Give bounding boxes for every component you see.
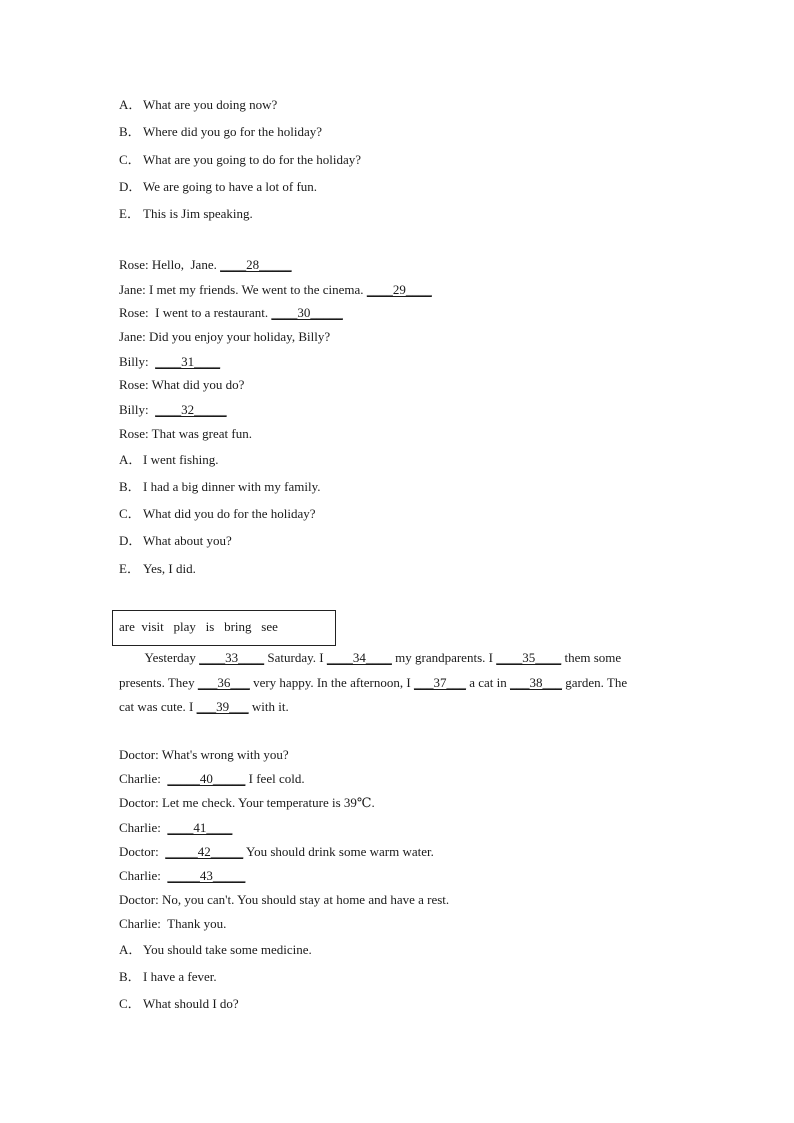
- dialogue-line: [119, 795, 375, 811]
- dialogue-line: [119, 402, 227, 418]
- dialogue-text: Jane: I met my friends. We went to the cinema.: [119, 282, 367, 297]
- answer-blank[interactable]: ___37___: [413, 675, 466, 690]
- answer-blank[interactable]: ____31____: [155, 354, 221, 369]
- option-text: What should I do?: [143, 996, 239, 1011]
- passage-text: a cat in: [465, 675, 510, 690]
- dialogue-line: [119, 257, 292, 273]
- option-line: [119, 969, 217, 985]
- dialogue-line: [119, 844, 434, 860]
- dialogue-text: Rose: I went to a restaurant.: [119, 305, 272, 320]
- dialogue-line: [119, 377, 244, 393]
- dialogue-line: [119, 305, 343, 321]
- dialogue-text: Jane: Did you enjoy your holiday, Billy?: [119, 329, 331, 344]
- dialogue-text: Doctor: No, you can't. You should stay at home and have a rest.: [119, 892, 450, 907]
- option-text: What about you?: [143, 533, 232, 548]
- option-letter: A．: [119, 452, 142, 467]
- option-text: You should take some medicine.: [143, 942, 312, 957]
- dialogue-line: [119, 771, 305, 787]
- dialogue-line: [119, 354, 220, 370]
- passage-text: Yesterday: [119, 650, 200, 665]
- dialogue-text: I feel cold.: [245, 771, 305, 786]
- dialogue-text: Billy:: [119, 402, 156, 417]
- dialogue-text: Charlie:: [119, 868, 168, 883]
- option-text: What are you going to do for the holiday?: [143, 152, 362, 167]
- passage-text: Saturday. I: [264, 650, 327, 665]
- answer-blank[interactable]: _____43_____: [167, 868, 246, 883]
- answer-blank[interactable]: ____34____: [326, 650, 392, 665]
- dialogue-line: [119, 892, 449, 908]
- option-line: [119, 179, 317, 195]
- option-line: [119, 206, 253, 222]
- option-line: [119, 561, 196, 577]
- option-text: I have a fever.: [143, 969, 217, 984]
- answer-blank[interactable]: ____33____: [199, 650, 265, 665]
- dialogue-text: Charlie: Thank you.: [119, 916, 227, 931]
- answer-blank[interactable]: ____28_____: [220, 257, 292, 272]
- option-letter: C．: [119, 506, 141, 521]
- option-letter: E．: [119, 561, 140, 576]
- dialogue-text: Charlie:: [119, 771, 168, 786]
- passage-text: them some: [561, 650, 622, 665]
- option-text: Yes, I did.: [143, 561, 196, 576]
- option-letter: B．: [119, 969, 141, 984]
- answer-blank[interactable]: ___39___: [196, 699, 249, 714]
- passage-text: presents. They: [119, 675, 198, 690]
- option-text: We are going to have a lot of fun.: [143, 179, 318, 194]
- option-letter: E．: [119, 206, 140, 221]
- option-line: [119, 533, 232, 549]
- answer-blank[interactable]: ____35____: [496, 650, 562, 665]
- answer-blank[interactable]: _____40_____: [167, 771, 246, 786]
- answer-blank[interactable]: ____41____: [167, 820, 233, 835]
- dialogue-text: Charlie:: [119, 820, 168, 835]
- dialogue-text: Rose: What did you do?: [119, 377, 245, 392]
- dialogue-line: [119, 916, 226, 932]
- word-bank-words: are visit play is bring see: [119, 619, 278, 634]
- dialogue-line: [119, 329, 330, 345]
- option-line: [119, 479, 321, 495]
- option-line: [119, 942, 312, 958]
- dialogue-line: [119, 820, 232, 836]
- option-letter: B．: [119, 479, 141, 494]
- option-line: [119, 452, 218, 468]
- passage-line: [119, 699, 679, 715]
- passage-text: with it.: [248, 699, 289, 714]
- option-letter: C．: [119, 996, 141, 1011]
- dialogue-line: [119, 868, 245, 884]
- dialogue-line: [119, 426, 252, 442]
- answer-blank[interactable]: ____32_____: [155, 402, 227, 417]
- passage-text: cat was cute. I: [119, 699, 197, 714]
- option-text: What are you doing now?: [143, 97, 278, 112]
- passage-line: [119, 675, 679, 691]
- answer-blank[interactable]: ___38___: [510, 675, 562, 690]
- dialogue-line: [119, 282, 432, 298]
- passage-text: my grandparents. I: [391, 650, 497, 665]
- option-line: [119, 996, 239, 1012]
- dialogue-text: Rose: That was great fun.: [119, 426, 252, 441]
- dialogue-text: Billy:: [119, 354, 156, 369]
- dialogue-text: Doctor:: [119, 844, 166, 859]
- answer-blank[interactable]: ____30_____: [271, 305, 343, 320]
- option-text: What did you do for the holiday?: [143, 506, 316, 521]
- passage-text: garden. The: [562, 675, 628, 690]
- option-text: Where did you go for the holiday?: [143, 124, 323, 139]
- answer-blank[interactable]: ____29____: [366, 282, 432, 297]
- option-letter: C．: [119, 152, 141, 167]
- dialogue-text: Rose: Hello, Jane.: [119, 257, 221, 272]
- option-text: I had a big dinner with my family.: [143, 479, 321, 494]
- passage-line: [119, 650, 679, 666]
- dialogue-text: Doctor: What's wrong with you?: [119, 747, 289, 762]
- answer-blank[interactable]: _____42_____: [165, 844, 244, 859]
- option-text: I went fishing.: [143, 452, 219, 467]
- option-letter: B．: [119, 124, 141, 139]
- option-letter: A．: [119, 942, 142, 957]
- dialogue-line: [119, 747, 289, 763]
- dialogue-text: Doctor: Let me check. Your temperature is 39℃.: [119, 795, 375, 810]
- passage-text: very happy. In the afternoon, I: [249, 675, 414, 690]
- option-letter: D．: [119, 179, 142, 194]
- option-letter: D．: [119, 533, 142, 548]
- option-line: [119, 124, 322, 140]
- option-line: [119, 506, 316, 522]
- option-line: [119, 152, 361, 168]
- answer-blank[interactable]: ___36___: [197, 675, 250, 690]
- dialogue-text: You should drink some warm water.: [243, 844, 434, 859]
- word-bank-box: [112, 610, 336, 646]
- option-line: [119, 97, 277, 113]
- option-letter: A．: [119, 97, 142, 112]
- option-text: This is Jim speaking.: [143, 206, 253, 221]
